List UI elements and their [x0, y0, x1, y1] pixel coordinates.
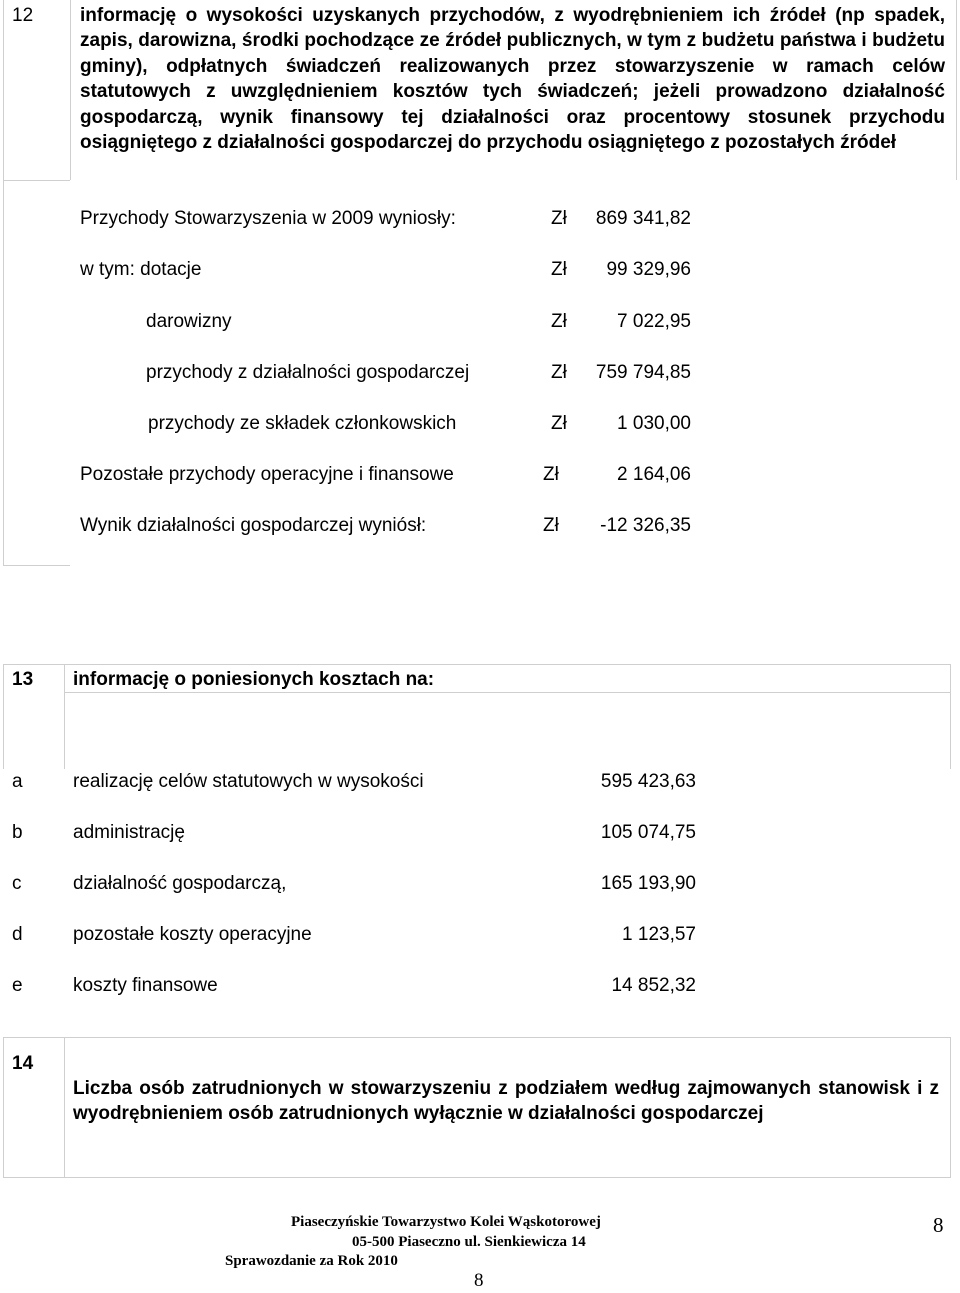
table-rule: [3, 1037, 951, 1038]
cost-item-amount: 1 123,57: [622, 924, 696, 945]
table-rule: [3, 0, 4, 565]
cost-item-label: realizację celów statutowych w wysokości: [73, 771, 424, 792]
currency-label: Zł: [551, 208, 567, 229]
revenue-amount: 759 794,85: [595, 362, 691, 383]
table-rule: [3, 180, 70, 181]
section-13-number: 13: [12, 669, 34, 690]
table-rule: [64, 664, 65, 769]
cost-item-amount: 595 423,63: [600, 771, 696, 792]
revenue-amount: 7 022,95: [617, 311, 691, 332]
revenue-amount: 1 030,00: [617, 413, 691, 434]
cost-item-amount: 14 852,32: [611, 975, 696, 996]
currency-label: Zł: [551, 362, 567, 383]
currency-label: Zł: [551, 311, 567, 332]
footer-org-name: Piaseczyńskie Towarzystwo Kolei Wąskotorowej: [291, 1214, 601, 1230]
business-result-amount: -12 326,35: [600, 515, 691, 536]
cost-item-letter: e: [12, 975, 23, 996]
revenue-amount: 99 329,96: [606, 259, 691, 280]
cost-item-letter: c: [12, 873, 22, 894]
currency-label: Zł: [551, 413, 567, 434]
cost-item-letter: a: [12, 771, 23, 792]
table-rule: [64, 692, 950, 693]
revenue-label: przychody ze składek członkowskich: [148, 413, 457, 434]
footer-address: 05-500 Piaseczno ul. Sienkiewicza 14: [352, 1234, 586, 1250]
business-result-label: Wynik działalności gospodarczej wyniósł:: [80, 515, 427, 536]
section-13-heading: informację o poniesionych kosztach na:: [73, 669, 435, 690]
cost-item-label: administrację: [73, 822, 185, 843]
cost-item-label: koszty finansowe: [73, 975, 218, 996]
table-rule: [70, 0, 71, 180]
table-rule: [3, 664, 4, 769]
cost-item-amount: 165 193,90: [600, 873, 696, 894]
section-14-number: 14: [12, 1053, 34, 1074]
revenue-label: Pozostałe przychody operacyjne i finansowe: [80, 464, 454, 485]
revenue-amount: 869 341,82: [595, 208, 691, 229]
revenue-label: Przychody Stowarzyszenia w 2009 wyniosły:: [80, 208, 456, 229]
table-rule: [3, 565, 70, 566]
cost-item-letter: b: [12, 822, 23, 843]
table-rule: [950, 1037, 951, 1177]
cost-item-letter: d: [12, 924, 23, 945]
revenue-amount: 2 164,06: [617, 464, 691, 485]
cost-item-label: pozostałe koszty operacyjne: [73, 924, 312, 945]
revenue-label: w tym: dotacje: [80, 259, 202, 280]
revenue-label: darowizny: [146, 311, 232, 332]
table-rule: [64, 1037, 65, 1177]
currency-label: Zł: [543, 515, 559, 536]
currency-label: Zł: [543, 464, 559, 485]
cost-item-label: działalność gospodarczą,: [73, 873, 287, 894]
table-rule: [956, 0, 957, 180]
currency-label: Zł: [551, 259, 567, 280]
section-12-heading: informację o wysokości uzyskanych przychodów, z wyodrębnieniem ich źródeł (np spadek, zapis, darowizna, środki pochodzące ze źródeł publicznych, w tym z budżetu państwa i budżetu gminy), odpłatnych świadczeń realizowanych przez stowarzyszenie w ramach celów statutowych z uwzględnieniem kosztów tych świadczeń; jeżeli prowadzono działalność gospodarczą, wynik finansowy tej działalności oraz procentowy stosunek przychodu osiągniętego z działalności gospodarczej do przychodu osiągniętego z pozostałych źródeł: [80, 5, 945, 154]
table-rule: [3, 1037, 4, 1177]
table-rule: [3, 1177, 951, 1178]
table-rule: [3, 664, 951, 665]
footer-report-title: Sprawozdanie za Rok 2010: [225, 1253, 398, 1269]
table-rule: [950, 664, 951, 769]
page-number-bottom: 8: [474, 1270, 484, 1291]
revenue-label: przychody z działalności gospodarczej: [146, 362, 470, 383]
section-12-number: 12: [12, 5, 34, 26]
page-number-right: 8: [933, 1213, 944, 1237]
section-14-heading: Liczba osób zatrudnionych w stowarzyszeniu z podziałem według zajmowanych stanowisk i z wyodrębnieniem osób zatrudnionych wyłącznie w działalności gospodarczej: [73, 1078, 939, 1125]
cost-item-amount: 105 074,75: [600, 822, 696, 843]
